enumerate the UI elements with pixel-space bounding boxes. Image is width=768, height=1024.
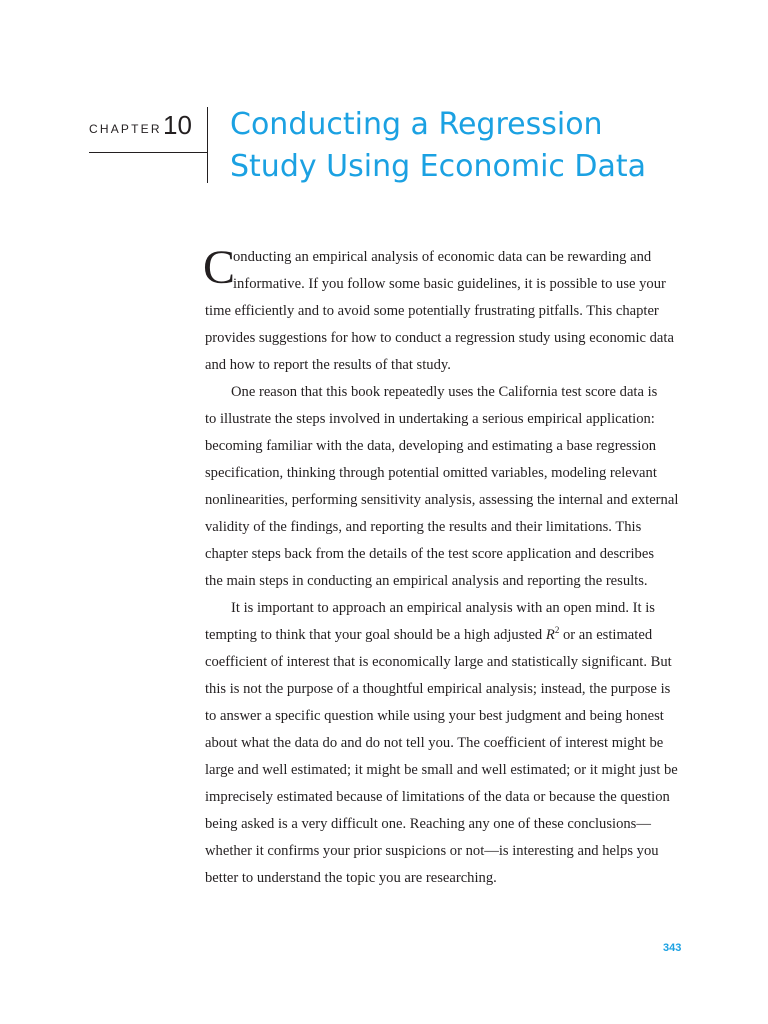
chapter-label: CHAPTER [89, 122, 162, 136]
text-line: chapter steps back from the details of the test score application and describes [205, 546, 655, 562]
text-line: whether it confirms your prior suspicions or not—is interesting and helps you [205, 843, 659, 859]
text-line: One reason that this book repeatedly uses the California test score data is [231, 384, 658, 400]
text-line: to answer a specific question while using your best judgment and being honest [205, 708, 664, 724]
text-line: time efficiently and to avoid some potentially frustrating pitfalls. This chapter [205, 303, 659, 319]
superscript: 2 [554, 625, 560, 636]
text-line [205, 622, 691, 649]
text-line: becoming familiar with the data, developing and estimating a base regression [205, 438, 657, 454]
chapter-divider [207, 107, 208, 183]
text-line: specification, thinking through potential omitted variables, modeling relevant [205, 465, 657, 481]
text-line: and how to report the results of that study. [205, 357, 451, 373]
text-line: the main steps in conducting an empirical analysis and reporting the results. [205, 573, 648, 589]
text-line: It is important to approach an empirical analysis with an open mind. It is [231, 600, 655, 616]
chapter-rule [89, 152, 207, 153]
paragraph-3 [205, 595, 691, 892]
text-line: about what the data do and do not tell you. The coefficient of interest might be [205, 735, 664, 751]
text-line: being asked is a very difficult one. Reaching any one of these conclusions— [205, 816, 651, 832]
text-fragment: tempting to think that your goal should be a high adjusted [205, 627, 546, 643]
text-line: provides suggestions for how to conduct a regression study using economic data [205, 330, 674, 346]
paragraph-2 [205, 379, 691, 595]
text-line: to illustrate the steps involved in undertaking a serious empirical application: [205, 411, 655, 427]
text-line: better to understand the topic you are researching. [205, 870, 497, 886]
text-fragment: or an estimated [559, 627, 653, 643]
r-variable: R [545, 627, 555, 643]
text-line: onducting an empirical analysis of economic data can be rewarding and [233, 249, 652, 265]
chapter-title [230, 104, 750, 188]
text-line: coefficient of interest that is economically large and statistically significant. But [205, 654, 672, 670]
chapter-title-line-1: Conducting a Regression [230, 107, 603, 142]
text-line: this is not the purpose of a thoughtful empirical analysis; instead, the purpose is [205, 681, 671, 697]
page-number: 343 [663, 942, 682, 954]
chapter-number: 10 [163, 110, 192, 140]
text-line: large and well estimated; it might be small and well estimated; or it might just be [205, 762, 678, 778]
text-line: informative. If you follow some basic guidelines, it is possible to use your [233, 276, 666, 292]
text-line: validity of the findings, and reporting the results and their limitations. This [205, 519, 642, 535]
body-text [205, 244, 691, 892]
paragraph-1 [205, 244, 691, 379]
text-line: imprecisely estimated because of limitations of the data or because the question [205, 789, 670, 805]
chapter-title-line-2: Study Using Economic Data [230, 149, 647, 184]
drop-cap: C [203, 241, 236, 294]
text-line: nonlinearities, performing sensitivity analysis, assessing the internal and external [205, 492, 679, 508]
